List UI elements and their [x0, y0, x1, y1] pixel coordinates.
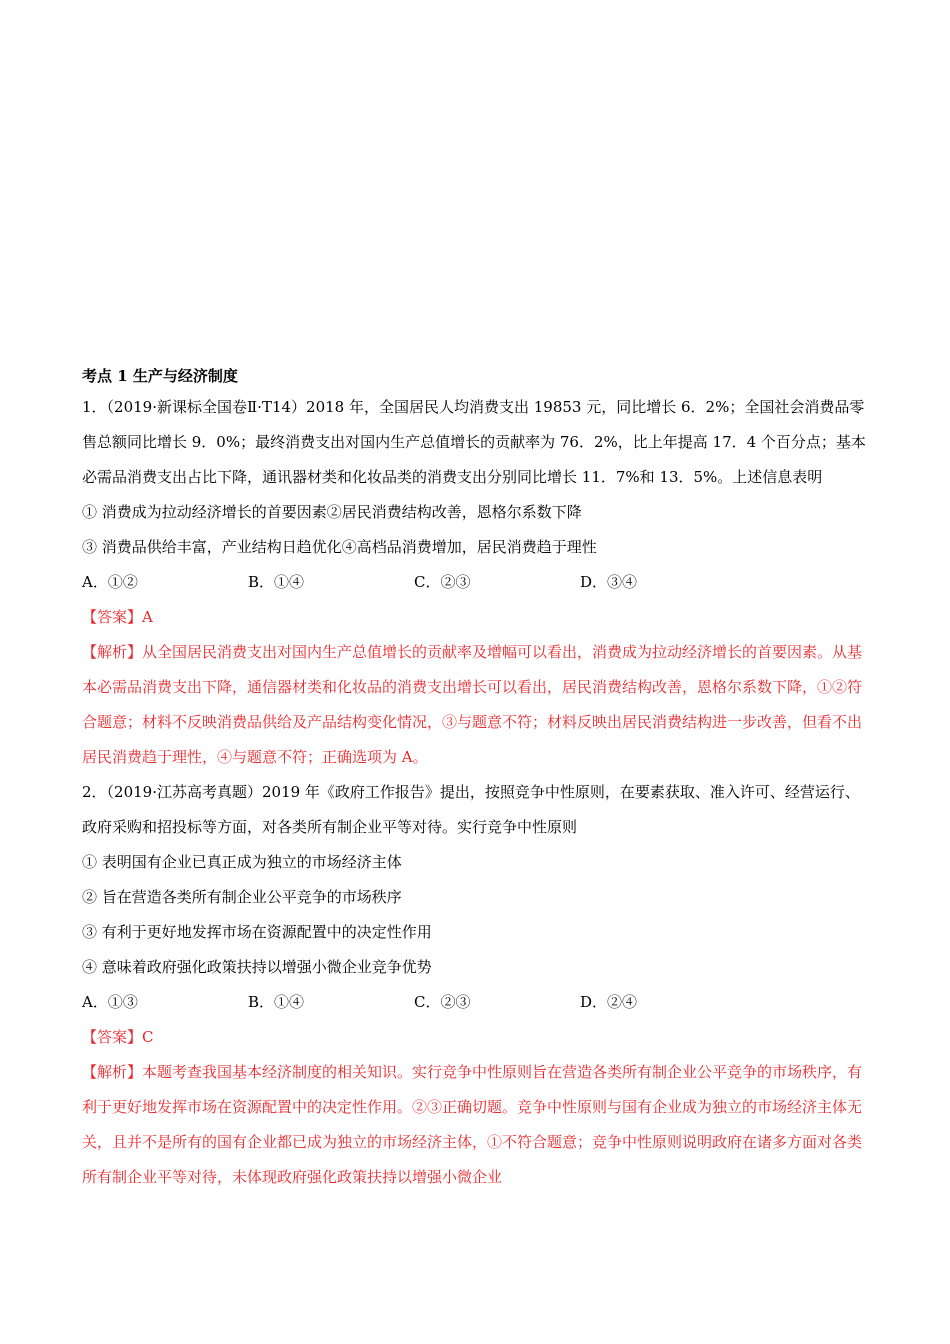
option-d: D．③④ [580, 573, 638, 591]
question-2-item-2: ② 旨在营造各类所有制企业公平竞争的市场秩序 [82, 888, 402, 906]
document-page [82, 362, 872, 1195]
answer-label: 【答案】 [82, 608, 143, 626]
question-2-options [82, 985, 872, 1020]
question-1-item-2: ③ 消费品供给丰富，产业结构日趋优化④高档品消费增加，居民消费趋于理性 [82, 538, 597, 556]
option-c: C．②③ [414, 993, 471, 1011]
answer-value: C [142, 1028, 154, 1046]
question-2-analysis [82, 1055, 872, 1195]
question-1-options [82, 565, 872, 600]
question-2-stem: 2．（2019·江苏高考真题）2019 年《政府工作报告》提出，按照竞争中性原则，在要素获取、准入许可、经营运行、政府采购和招投标等方面，对各类所有制企业平等对待。实行竞争中性原则 [82, 783, 860, 836]
question-2-answer [82, 1020, 872, 1055]
option-d: D．②④ [580, 993, 638, 1011]
answer-label: 【答案】 [82, 1028, 143, 1046]
option-a: A．①② [82, 573, 138, 591]
question-2-item-4: ④ 意味着政府强化政策扶持以增强小微企业竞争优势 [82, 958, 432, 976]
option-b: B．①④ [248, 573, 305, 591]
analysis-label: 【解析】 [82, 1063, 143, 1081]
answer-value: A [142, 608, 153, 626]
question-2-item-3: ③ 有利于更好地发挥市场在资源配置中的决定性作用 [82, 923, 432, 941]
analysis-label: 【解析】 [82, 643, 143, 661]
question-1-analysis [82, 635, 872, 775]
option-a: A．①③ [82, 993, 138, 1011]
question-1-stem: 1．（2019·新课标全国卷Ⅱ·T14）2018 年，全国居民人均消费支出 19853 元，同比增长 6．2%；全国社会消费品零售总额同比增长 9．0%；最终消费支出对国内生产总值增长的贡献率为 76．2%，比上年提高 17．4 个百分点；基本必需品消费支出占比下降，通讯器材类和化妆品类的消费支出分别同比增长 11．7%和 13．5%。上述信息表明 [82, 398, 866, 486]
analysis-text: 从全国居民消费支出对国内生产总值增长的贡献率及增幅可以看出，消费成为拉动经济增长的首要因素。从基本必需品消费支出下降，通信器材类和化妆品的消费支出增长可以看出，居民消费结构改善，恩格尔系数下降，①②符合题意；材料不反映消费品供给及产品结构变化情况，③与题意不符；材料反映出居民消费结构进一步改善，但看不出居民消费趋于理性，④与题意不符；正确选项为 A。 [82, 643, 863, 766]
option-b: B．①④ [248, 993, 305, 1011]
section-title: 考点 1 生产与经济制度 [82, 367, 238, 385]
question-1-item-1: ① 消费成为拉动经济增长的首要因素②居民消费结构改善，恩格尔系数下降 [82, 503, 582, 521]
question-1-answer [82, 600, 872, 635]
option-c: C．②③ [414, 573, 471, 591]
analysis-text: 本题考查我国基本经济制度的相关知识。实行竞争中性原则旨在营造各类所有制企业公平竞争的市场秩序，有利于更好地发挥市场在资源配置中的决定性作用。②③正确切题。竞争中性原则与国有企业成为独立的市场经济主体无关，且并不是所有的国有企业都已成为独立的市场经济主体，①不符合题意；竞争中性原则说明政府在诸多方面对各类所有制企业平等对待，未体现政府强化政策扶持以增强小微企业 [82, 1063, 863, 1186]
question-2-item-1: ① 表明国有企业已真正成为独立的市场经济主体 [82, 853, 402, 871]
